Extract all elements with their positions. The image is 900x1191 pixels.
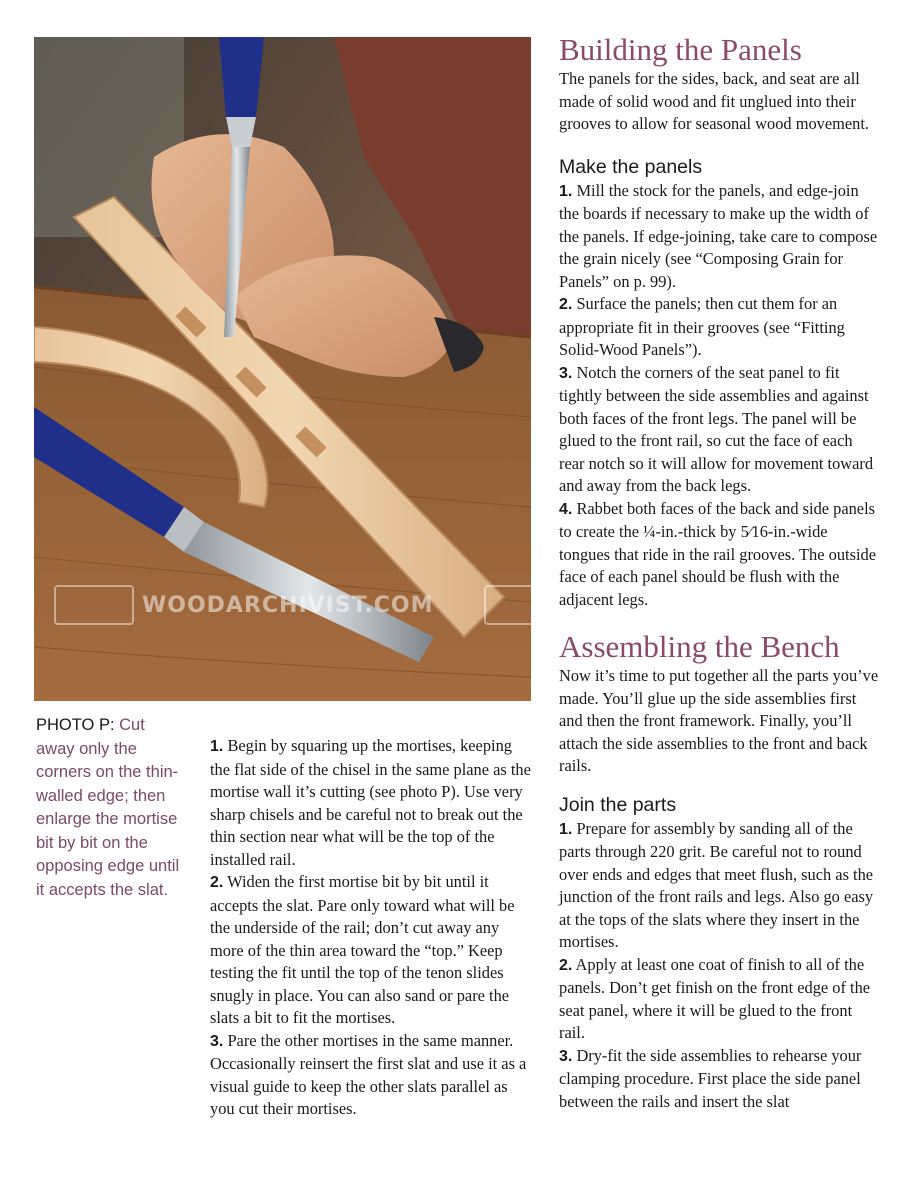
bench-heading: Assembling the Bench [559, 629, 840, 664]
mortise-step-1 [210, 735, 532, 871]
panel-step-3 [559, 362, 881, 498]
join-parts-subheading: Join the parts [559, 793, 677, 816]
step-text: Dry-fit the side assemblies to rehearse your clamping procedure. First place the side panel between the rails and insert the slat [559, 1045, 862, 1111]
photo-illustration [34, 37, 531, 701]
step-number: 2. [559, 296, 573, 313]
panel-step-2 [559, 293, 881, 362]
step-text: Mill the stock for the panels, and edge-join the boards if necessary to make up the width of the panels. If edge-joining, take care to compose the grain nicely (see “Composing Grain for Panels” on p. 99). [559, 180, 878, 291]
step-text: Notch the corners of the seat panel to fit tightly between the side assemblies and against both faces of the front legs. The panel will be glued to the front rail, so cut the face of each rear notch so it will allow for movement toward and away from the back legs. [559, 362, 874, 495]
bench-intro: Now it’s time to put together all the parts you’ve made. You’ll glue up the side assemblies first and then the front framework. Finally, you’ll attach the side assemblies to the front and back rails. [559, 666, 879, 775]
bench-step-1 [559, 818, 881, 954]
panel-step-1 [559, 180, 881, 294]
mortise-steps-column [210, 735, 532, 1121]
step-text: Widen the first mortise bit by bit until it accepts the slat. Pare only toward what will be the underside of the rail; don’t cut away any more of the thin area toward the “top.” Keep testing the fit until the top of the tenon slides snugly in place. You can also sand or pare the slats a bit to fit the mortises. [210, 872, 515, 1027]
bench-step-2 [559, 954, 881, 1045]
caption-text: Cut away only the corners on the thin-walled edge; then enlarge the mortise bit by bit on the opposing edge until it accepts the slat. [36, 716, 180, 899]
step-number: 3. [210, 1032, 224, 1050]
step-text: Pare the other mortises in the same manner. Occasionally reinsert the first slat and use it as a visual guide to keep the other slats parallel as you cut their mortises. [210, 1030, 527, 1118]
caption-label: PHOTO P: [36, 716, 115, 734]
photo-caption [36, 714, 186, 902]
right-column [559, 32, 881, 1113]
bench-step-3 [559, 1045, 881, 1114]
step-number: 3. [559, 1047, 573, 1065]
step-text: Rabbet both faces of the back and side panels to create the ¼-in.-thick by 5⁄16-in.-wide tongues that ride in the rail grooves. The outside face of each panel should be flush with the adjacent legs. [559, 498, 876, 609]
step-number: 3. [559, 364, 573, 382]
step-number: 2. [210, 874, 224, 891]
mortise-step-2 [210, 871, 532, 1030]
step-number: 4. [559, 500, 573, 518]
mortise-step-3 [210, 1030, 532, 1121]
step-text: Begin by squaring up the mortises, keeping the flat side of the chisel in the same plane as the mortise wall it’s cutting (see photo P). Use very sharp chisels and be careful not to break out the thin section near what will be the top of the installed rail. [210, 736, 531, 869]
panel-step-4 [559, 498, 881, 612]
chisel-photo [34, 37, 531, 701]
step-text: Surface the panels; then cut them for an appropriate fit in their grooves (see “Fitting Solid-Wood Panels”). [559, 294, 845, 359]
step-number: 1. [559, 182, 573, 200]
step-number: 2. [559, 956, 573, 974]
step-text: Apply at least one coat of finish to all of the panels. Don’t get finish on the front edge of the seat panel, where it will be glued to the front rail. [559, 954, 871, 1042]
step-text: Prepare for assembly by sanding all of the parts through 220 grit. Be careful not to round over ends and edges that meet flush, such as the junction of the front rails and legs. Also go easy at the tops of the slats where they insert in the mortises. [559, 818, 874, 951]
step-number: 1. [559, 820, 573, 838]
watermark-text-left: WOODARCHIVIST.COM [142, 593, 434, 618]
panels-heading: Building the Panels [559, 32, 802, 67]
panels-intro: The panels for the sides, back, and seat are all made of solid wood and fit unglued into their grooves to allow for seasonal wood movement. [559, 69, 869, 133]
step-number: 1. [210, 738, 224, 755]
make-panels-subheading: Make the panels [559, 155, 703, 178]
